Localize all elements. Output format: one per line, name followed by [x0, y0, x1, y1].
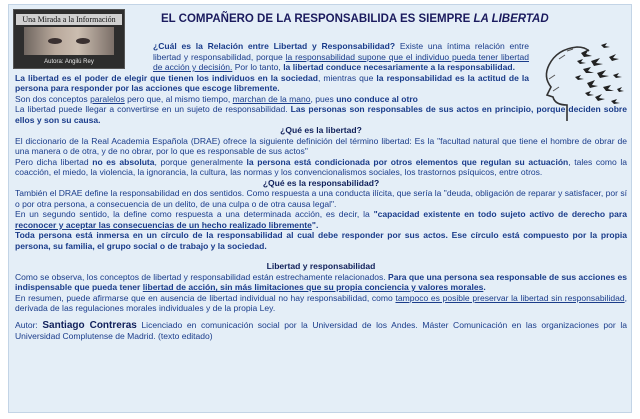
paragraph — [15, 293, 627, 314]
spacer — [15, 251, 627, 261]
author-bio: Licenciado en comunicación social por la Universidad de los Andes. Máster Comunicación en las organizaciones por la Universidad Complutense de Madrid. (texto editado) — [15, 319, 628, 341]
bold-text: La libertad es el poder de elegir que tienen los individuos en la sociedad — [15, 72, 318, 83]
text-run: , pues — [310, 93, 337, 104]
intro-paragraph — [15, 41, 627, 73]
paragraph: Toda persona está inmersa en un círculo de la responsabilidad al cual debe responder por sus actos. Ese círculo está compuesto por la propia persona, su familia, el grupo social o de trabajo y la sociedad. — [15, 230, 627, 251]
text-run: Pero dicha libertad — [15, 156, 93, 167]
bold-text: no es absoluta — [92, 156, 155, 167]
section-heading-responsabilidad: ¿Qué es la responsabilidad? — [262, 177, 380, 188]
bold-text: la libertad conduce necesariamente a la responsabilidad. — [283, 62, 515, 72]
article-body — [15, 41, 627, 342]
underlined-text: tampoco es posible preservar la libertad sin responsabilidad — [395, 292, 625, 303]
paragraph — [15, 104, 627, 125]
text-run: , mientras que — [317, 72, 377, 83]
blog-logo-author: Autora: Angilú Rey — [44, 59, 94, 65]
bold-text: Las personas son responsables de sus actos en principio, porque deciden sobre ellos y son su causa. — [15, 104, 627, 125]
paragraph — [15, 157, 627, 178]
text-run: Existe una íntima relación entre libertad y responsabilidad, porque — [153, 41, 529, 62]
blog-logo-title: Una Mirada a la Información — [16, 14, 122, 25]
section-heading-libertad: ¿Qué es la libertad? — [280, 125, 362, 135]
text-run: pero que, al mismo tiempo, — [124, 93, 233, 104]
text-run: , porque generalmente — [154, 156, 247, 167]
page-title-emphasis: LA LIBERTAD — [473, 13, 549, 25]
bold-text: Para que una persona sea responsable de sus acciones es indispensable que pueda tener — [15, 271, 627, 292]
text-run: La libertad puede llegar a convertirse en un sujeto de responsabilidad. — [15, 104, 291, 114]
author-credit — [15, 320, 627, 342]
section-heading-libertad-y-responsabilidad: Libertad y responsabilidad — [266, 261, 376, 271]
bold-text: uno conduce al otro — [336, 93, 418, 104]
bold-underlined-text: libertad de acción, sin más limitaciones que su propia conciencia y valores morales — [142, 282, 484, 292]
bold-text: . — [483, 282, 486, 292]
author-label: Autor: — [15, 319, 43, 330]
text-run: , tales como la coacción, el miedo, la violencia, la ignorancia, la cultura, las normas y los convencionalismos sociales, los trastornos psíquicos, entre otros. — [15, 156, 627, 177]
page-title — [161, 13, 549, 25]
text-run: En un segundo sentido, la define como respuesta a una determinada acción, es decir, la — [15, 209, 374, 219]
paragraph — [15, 94, 627, 105]
bold-text: la persona está condicionada por otros elementos que regulan su actuación — [246, 156, 569, 167]
paragraph — [15, 272, 627, 293]
intro-question: ¿Cuál es la Relación entre Libertad y Responsabilidad? — [153, 41, 396, 51]
underlined-text: marchan de la mano — [232, 93, 311, 104]
paragraph — [15, 73, 627, 94]
text-run: Son dos conceptos — [15, 93, 91, 104]
text-run: En resumen, puede afirmarse que en ausencia de libertad individual no hay responsabilidad, como — [15, 292, 396, 303]
underlined-text: paralelos — [90, 93, 125, 104]
article-frame — [8, 4, 632, 413]
bold-text: ". — [311, 219, 319, 230]
bold-text: la responsabilidad es la actitud de la persona para responder por las acciones que escoge libremente. — [15, 72, 529, 93]
text-run: , derivada de las regulaciones morales individuales y de la propia Ley. — [15, 292, 627, 313]
paragraph: También el DRAE define la responsabilidad en dos sentidos. Como respuesta a una conducta ilícita, que sería la "deuda, obligación de reparar y satisfacer, por sí o por otra persona, a consecuencia de un delito, de una culpa o de otra causa legal". — [15, 188, 627, 209]
paragraph — [15, 209, 627, 230]
paragraph: El diccionario de la Real Academia Española (DRAE) ofrece la siguiente definición del término libertad: Es la "facultad natural que tiene el hombre de obrar de una manera o de otra, y de no obrar, por lo que es responsable de sus actos" — [15, 135, 627, 156]
text-run: Por lo tanto, — [232, 62, 284, 72]
bold-text: "capacidad existente en todo sujeto activo de derecho para — [373, 209, 627, 219]
underlined-text: la responsabilidad supone que el individuo pueda tener libertad de acción y decisión. — [153, 51, 529, 72]
text-run: Como se observa, los conceptos de libertad y responsabilidad están estrechamente relacionados. — [15, 271, 388, 282]
bold-underlined-text: reconocer y aceptar las consecuencias de un hecho realizado libremente — [15, 219, 312, 230]
page-title-main: EL COMPAÑERO DE LA RESPONSABILIDA ES SIEMPRE — [161, 13, 471, 25]
author-name: Santiago Contreras — [42, 319, 137, 331]
